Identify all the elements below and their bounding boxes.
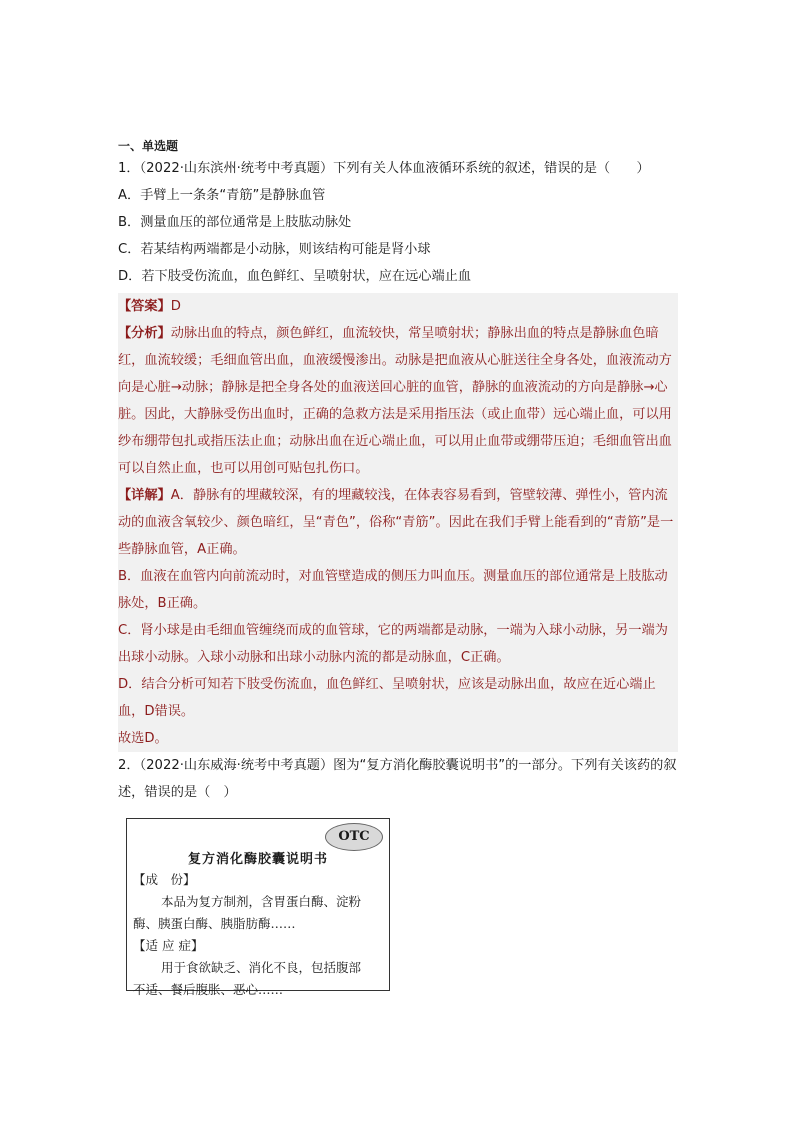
otc-badge: OTC bbox=[325, 823, 383, 851]
answer-tag: 【答案】 bbox=[118, 299, 171, 314]
analysis-paragraph bbox=[118, 320, 678, 482]
question-1-option-b: B．测量血压的部位通常是上肢肱动脉处 bbox=[118, 215, 352, 230]
ingredients-line-2: 酶、胰蛋白酶、胰脂肪酶…… bbox=[133, 916, 296, 931]
analysis-tag: 【分析】 bbox=[118, 326, 171, 341]
detail-a-text: A．静脉有的埋藏较深，有的埋藏较浅，在体表容易看到，管壁较薄、弹性小，管内流动的血液含氧较少、颜色暗红，呈“青色”，俗称“青筋”。因此在我们手臂上能看到的“青筋”是一些静脉血管，A正确。 bbox=[118, 488, 674, 557]
question-1-stem: 1．（2022·山东滨州·统考中考真题）下列有关人体血液循环系统的叙述，错误的是（ ） bbox=[118, 161, 650, 176]
indications-line-1: 用于食欲缺乏、消化不良，包括腹部 bbox=[161, 960, 362, 975]
question-2-stem: 2．（2022·山东威海·统考中考真题）图为“复方消化酶胶囊说明书”的一部分。下列有关该药的叙述，错误的是（ ） bbox=[118, 758, 677, 800]
question-1-option-c: C．若某结构两端都是小动脉，则该结构可能是肾小球 bbox=[118, 242, 431, 257]
answer-line bbox=[118, 293, 678, 320]
detail-a-paragraph bbox=[118, 482, 678, 563]
detail-d-paragraph: D．结合分析可知若下肢受伤流血，血色鲜红、呈喷射状，应该是动脉出血，故应在近心端止血，D错误。 bbox=[118, 677, 656, 719]
answer-block bbox=[118, 293, 678, 752]
question-1-option-d: D．若下肢受伤流血，血色鲜红、呈喷射状，应在远心端止血 bbox=[118, 269, 472, 284]
indications-line-2: 不适、餐后腹胀、恶心…… bbox=[133, 982, 284, 997]
detail-b-paragraph: B．血液在血管内向前流动时，对血管壁造成的侧压力叫血压。测量血压的部位通常是上肢肱动脉处，B正确。 bbox=[118, 569, 668, 611]
ingredients-label: 【成 份】 bbox=[133, 872, 196, 887]
detail-c-paragraph: C．肾小球是由毛细血管缠绕而成的血管球，它的两端都是动脉，一端为入球小动脉，另一端为出球小动脉。入球小动脉和出球小动脉内流的都是动脉血，C正确。 bbox=[118, 623, 668, 665]
ingredients-line-1: 本品为复方制剂，含胃蛋白酶、淀粉 bbox=[161, 894, 362, 909]
question-page bbox=[118, 136, 678, 806]
final-answer: 故选D。 bbox=[118, 731, 168, 746]
answer-value: D bbox=[170, 299, 181, 314]
section-title: 一、单选题 bbox=[118, 139, 179, 153]
indications-label: 【适 应 症】 bbox=[133, 938, 204, 953]
question-1-option-a: A．手臂上一条条“青筋”是静脉血管 bbox=[118, 188, 326, 203]
analysis-text: 动脉出血的特点，颜色鲜红，血流较快，常呈喷射状；静脉出血的特点是静脉血色暗红，血流较缓；毛细血管出血，血液缓慢渗出。动脉是把血液从心脏送往全身各处，血液流动方向是心脏→动脉；静脉是把全身各处的血液送回心脏的血管，静脉的血液流动的方向是静脉→心脏。因此，大静脉受伤出血时，正确的急救方法是采用指压法（或止血带）远心端止血，可以用纱布绷带包扎或指压法止血；动脉出血在近心端止血，可以用止血带或绷带压迫；毛细血管出血可以自然止血，也可以用创可贴包扎伤口。 bbox=[118, 326, 672, 476]
drug-leaflet-image bbox=[126, 818, 390, 997]
leaflet-title: 复方消化酶胶囊说明书 bbox=[187, 852, 328, 867]
leaflet-body bbox=[133, 869, 383, 1001]
detail-tag: 【详解】 bbox=[118, 488, 171, 503]
